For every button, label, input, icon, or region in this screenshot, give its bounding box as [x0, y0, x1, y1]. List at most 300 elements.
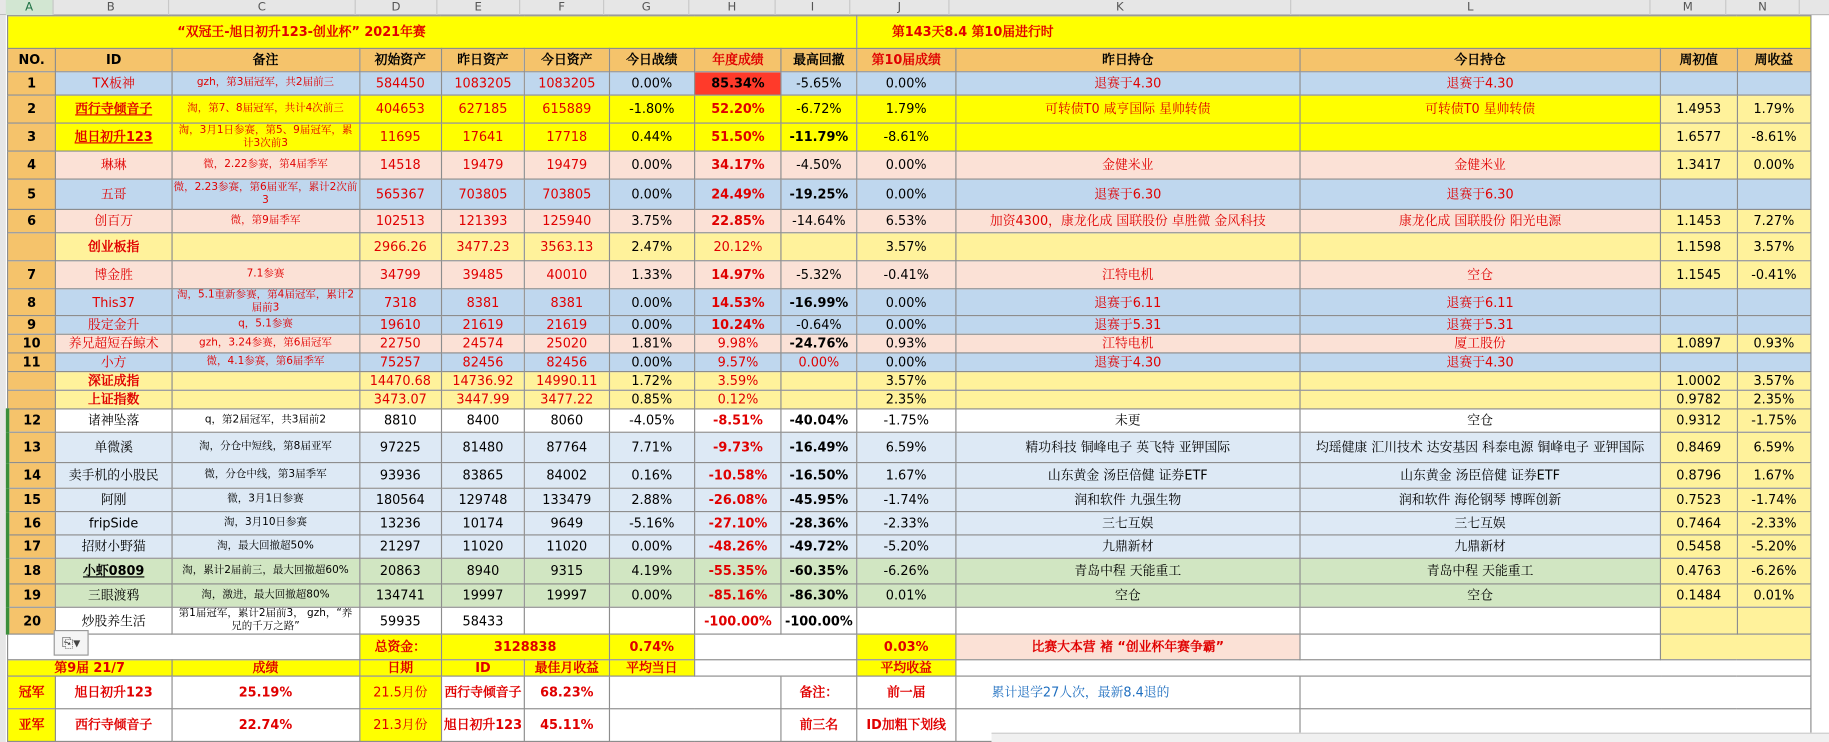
- today-assets[interactable]: [525, 607, 609, 634]
- yesterday-assets[interactable]: 3477.23: [441, 233, 524, 261]
- yesterday-assets[interactable]: 8940: [441, 558, 524, 584]
- season10-result[interactable]: -5.20%: [856, 535, 956, 558]
- id-label[interactable]: ID: [441, 660, 524, 676]
- best-month-id[interactable]: 西行寺倾音子: [441, 676, 524, 709]
- holding-today[interactable]: 退赛于6.11: [1300, 289, 1661, 316]
- total-pct[interactable]: 0.74%: [609, 634, 695, 660]
- season10-result[interactable]: 3.57%: [856, 233, 956, 261]
- yesterday-assets[interactable]: 121393: [441, 209, 524, 232]
- note-cell[interactable]: 淘，第7、8届冠军，共计4次前三: [172, 95, 360, 123]
- today-result[interactable]: 0.00%: [609, 72, 695, 95]
- holding-yesterday[interactable]: 金健米业: [956, 151, 1300, 179]
- week-start-value[interactable]: 0.5458: [1661, 535, 1737, 558]
- column-header-c[interactable]: C: [169, 0, 356, 15]
- year-result[interactable]: -85.16%: [695, 584, 782, 607]
- week-start-value[interactable]: 1.4953: [1661, 95, 1737, 123]
- note-cell[interactable]: [172, 233, 360, 261]
- season10-result[interactable]: -1.74%: [856, 488, 956, 511]
- season10-result[interactable]: 0.00%: [856, 316, 956, 335]
- season10-result[interactable]: 0.00%: [856, 289, 956, 316]
- column-header-h[interactable]: H: [689, 0, 775, 15]
- column-header-f[interactable]: F: [520, 0, 604, 15]
- best-month-value[interactable]: 68.23%: [525, 676, 609, 709]
- week-start-value[interactable]: 1.0897: [1661, 334, 1737, 353]
- year-result[interactable]: 20.12%: [695, 233, 782, 261]
- week-return[interactable]: [1737, 316, 1811, 335]
- note-cell[interactable]: q，5.1参赛: [172, 316, 360, 335]
- year-result[interactable]: -10.58%: [695, 463, 782, 489]
- holding-yesterday[interactable]: 退赛于6.11: [956, 289, 1300, 316]
- blank[interactable]: [956, 660, 1811, 676]
- yesterday-assets[interactable]: 39485: [441, 261, 524, 289]
- date-label[interactable]: 日期: [359, 660, 441, 676]
- player-id[interactable]: fripSide: [56, 512, 172, 535]
- holding-yesterday[interactable]: 加资4300，康龙化成 国联股份 卓胜微 金风科技: [956, 209, 1300, 232]
- today-assets[interactable]: 1083205: [525, 72, 609, 95]
- week-return[interactable]: 6.59%: [1737, 432, 1811, 462]
- season10-result[interactable]: 0.00%: [856, 72, 956, 95]
- row-number[interactable]: 3: [8, 123, 56, 151]
- yesterday-assets[interactable]: 58433: [441, 607, 524, 634]
- max-drawdown[interactable]: [781, 372, 856, 391]
- week-return[interactable]: -1.75%: [1737, 409, 1811, 432]
- today-assets[interactable]: 40010: [525, 261, 609, 289]
- initial-assets[interactable]: 19610: [359, 316, 441, 335]
- row-number[interactable]: 11: [8, 353, 56, 372]
- today-assets[interactable]: 82456: [525, 353, 609, 372]
- today-result[interactable]: 0.00%: [609, 353, 695, 372]
- header-7[interactable]: 年度成绩: [695, 48, 782, 71]
- period-label[interactable]: 第9届 21/7: [8, 660, 172, 676]
- today-assets[interactable]: 703805: [525, 179, 609, 209]
- column-header-a[interactable]: A: [6, 0, 54, 15]
- note-cell[interactable]: gzh，3.24参赛，第6届冠军: [172, 334, 360, 353]
- week-return[interactable]: -2.33%: [1737, 512, 1811, 535]
- holding-today[interactable]: 康龙化成 国联股份 阳光电源: [1300, 209, 1661, 232]
- note-cell[interactable]: 第1届冠军，累计2届前3， gzh，“养兄的千万之路”: [172, 607, 360, 634]
- player-id[interactable]: TX板神: [56, 72, 172, 95]
- initial-assets[interactable]: 22750: [359, 334, 441, 353]
- holding-yesterday[interactable]: [956, 372, 1300, 391]
- year-result[interactable]: -100.00%: [695, 607, 782, 634]
- max-drawdown[interactable]: -45.95%: [781, 488, 856, 511]
- today-assets[interactable]: 17718: [525, 123, 609, 151]
- holding-today[interactable]: 退赛于4.30: [1300, 72, 1661, 95]
- year-result[interactable]: 14.97%: [695, 261, 782, 289]
- row-number[interactable]: 4: [8, 151, 56, 179]
- total-s10[interactable]: 0.03%: [856, 634, 956, 660]
- week-start-value[interactable]: [1661, 353, 1737, 372]
- holding-yesterday[interactable]: 未更: [956, 409, 1300, 432]
- row-number[interactable]: 8: [8, 289, 56, 316]
- note-cell[interactable]: 淘，3月1日参赛，第5、9届冠军，累计3次前3: [172, 123, 360, 151]
- yesterday-assets[interactable]: 81480: [441, 432, 524, 462]
- today-result[interactable]: 0.16%: [609, 463, 695, 489]
- season10-result[interactable]: 0.01%: [856, 584, 956, 607]
- initial-assets[interactable]: 13236: [359, 512, 441, 535]
- holding-today[interactable]: [1300, 390, 1661, 409]
- holding-yesterday[interactable]: 精功科技 铜峰电子 英飞特 亚钾国际: [956, 432, 1300, 462]
- blank[interactable]: [609, 709, 781, 742]
- champion-id[interactable]: 西行寺倾音子: [56, 709, 172, 742]
- today-assets[interactable]: 133479: [525, 488, 609, 511]
- initial-assets[interactable]: 8810: [359, 409, 441, 432]
- max-drawdown[interactable]: -16.49%: [781, 432, 856, 462]
- player-id[interactable]: 创百万: [56, 209, 172, 232]
- player-id[interactable]: 博金胜: [56, 261, 172, 289]
- max-drawdown[interactable]: -40.04%: [781, 409, 856, 432]
- holding-today[interactable]: 退赛于5.31: [1300, 316, 1661, 335]
- today-result[interactable]: 2.88%: [609, 488, 695, 511]
- avg-label[interactable]: 平均收益: [856, 660, 956, 676]
- week-start-value[interactable]: 0.4763: [1661, 558, 1737, 584]
- year-result[interactable]: -9.73%: [695, 432, 782, 462]
- week-start-value[interactable]: 0.8469: [1661, 432, 1737, 462]
- yesterday-assets[interactable]: 19997: [441, 584, 524, 607]
- today-result[interactable]: 0.00%: [609, 535, 695, 558]
- week-return[interactable]: 0.93%: [1737, 334, 1811, 353]
- note-cell[interactable]: 淘，最大回撤超50%: [172, 535, 360, 558]
- column-header-d[interactable]: D: [356, 0, 438, 15]
- week-return[interactable]: [1737, 179, 1811, 209]
- week-return[interactable]: 0.00%: [1737, 151, 1811, 179]
- player-id[interactable]: 旭日初升123: [56, 123, 172, 151]
- season10-result[interactable]: -6.26%: [856, 558, 956, 584]
- note-cell[interactable]: 7.1参赛: [172, 261, 360, 289]
- today-result[interactable]: 7.71%: [609, 432, 695, 462]
- initial-assets[interactable]: 93936: [359, 463, 441, 489]
- player-id[interactable]: 招财小野猫: [56, 535, 172, 558]
- initial-assets[interactable]: 102513: [359, 209, 441, 232]
- week-start-value[interactable]: [1661, 289, 1737, 316]
- yesterday-assets[interactable]: 19479: [441, 151, 524, 179]
- week-return[interactable]: 1.67%: [1737, 463, 1811, 489]
- today-assets[interactable]: 11020: [525, 535, 609, 558]
- week-return[interactable]: [1737, 72, 1811, 95]
- max-drawdown[interactable]: -16.50%: [781, 463, 856, 489]
- initial-assets[interactable]: 584450: [359, 72, 441, 95]
- rank-label[interactable]: 冠军: [8, 676, 56, 709]
- row-number[interactable]: [8, 390, 56, 409]
- yesterday-assets[interactable]: 703805: [441, 179, 524, 209]
- holding-today[interactable]: 可转债T0 星帅转债: [1300, 95, 1661, 123]
- max-drawdown[interactable]: -4.50%: [781, 151, 856, 179]
- today-result[interactable]: -1.80%: [609, 95, 695, 123]
- max-drawdown[interactable]: [781, 233, 856, 261]
- blank[interactable]: [1300, 676, 1811, 709]
- max-drawdown[interactable]: -86.30%: [781, 584, 856, 607]
- week-return[interactable]: -0.41%: [1737, 261, 1811, 289]
- season10-result[interactable]: 0.00%: [856, 151, 956, 179]
- today-result[interactable]: 0.85%: [609, 390, 695, 409]
- holding-yesterday[interactable]: 江特电机: [956, 261, 1300, 289]
- season10-result[interactable]: 3.57%: [856, 372, 956, 391]
- row-number[interactable]: 6: [8, 209, 56, 232]
- year-result[interactable]: -26.08%: [695, 488, 782, 511]
- week-start-value[interactable]: 0.9312: [1661, 409, 1737, 432]
- today-result[interactable]: -4.05%: [609, 409, 695, 432]
- season10-result[interactable]: 2.35%: [856, 390, 956, 409]
- player-id[interactable]: 卖手机的小股民: [56, 463, 172, 489]
- player-id[interactable]: 西行寺倾音子: [56, 95, 172, 123]
- note-cell[interactable]: 淘，激进，最大回撤超80%: [172, 584, 360, 607]
- note-cell[interactable]: [172, 390, 360, 409]
- holding-today[interactable]: 山东黄金 汤臣倍健 证券ETF: [1300, 463, 1661, 489]
- holding-yesterday[interactable]: 青岛中程 天能重工: [956, 558, 1300, 584]
- player-id[interactable]: 五哥: [56, 179, 172, 209]
- total-label[interactable]: 总资金：: [359, 634, 441, 660]
- header-4[interactable]: 昨日资产: [441, 48, 524, 71]
- week-return[interactable]: [1737, 289, 1811, 316]
- row-number[interactable]: 19: [8, 584, 56, 607]
- week-return[interactable]: 1.79%: [1737, 95, 1811, 123]
- holding-today[interactable]: 润和软件 海伦钢琴 博晖创新: [1300, 488, 1661, 511]
- today-assets[interactable]: 87764: [525, 432, 609, 462]
- week-start-value[interactable]: 1.1453: [1661, 209, 1737, 232]
- remark-label[interactable]: 前三名: [781, 709, 856, 742]
- best-label[interactable]: 最佳月收益: [525, 660, 609, 676]
- row-number[interactable]: [8, 233, 56, 261]
- holding-today[interactable]: 空仓: [1300, 261, 1661, 289]
- holding-yesterday[interactable]: [956, 607, 1300, 634]
- note-cell[interactable]: [172, 372, 360, 391]
- today-result[interactable]: -5.16%: [609, 512, 695, 535]
- player-id[interactable]: 深证成指: [56, 372, 172, 391]
- paste-options-icon[interactable]: ⎘▾: [54, 630, 89, 656]
- year-result[interactable]: -27.10%: [695, 512, 782, 535]
- week-start-value[interactable]: 0.7523: [1661, 488, 1737, 511]
- row-number[interactable]: 18: [8, 558, 56, 584]
- holding-today[interactable]: 九鼎新材: [1300, 535, 1661, 558]
- initial-assets[interactable]: 11695: [359, 123, 441, 151]
- header-10[interactable]: 昨日持仓: [956, 48, 1300, 71]
- horizontal-scrollbar[interactable]: [991, 733, 1829, 742]
- week-start-value[interactable]: [1661, 316, 1737, 335]
- status-title[interactable]: 第143天8.4 第10届进行时: [856, 16, 1811, 49]
- week-return[interactable]: 2.35%: [1737, 390, 1811, 409]
- max-drawdown[interactable]: -60.35%: [781, 558, 856, 584]
- remark-value[interactable]: 前一届: [856, 676, 956, 709]
- season10-result[interactable]: 0.00%: [856, 353, 956, 372]
- max-drawdown[interactable]: -11.79%: [781, 123, 856, 151]
- yesterday-assets[interactable]: 627185: [441, 95, 524, 123]
- player-id[interactable]: 养兄超短吞鲸术: [56, 334, 172, 353]
- header-9[interactable]: 第10届成绩: [856, 48, 956, 71]
- season10-result[interactable]: 0.93%: [856, 334, 956, 353]
- week-start-value[interactable]: 0.7464: [1661, 512, 1737, 535]
- today-result[interactable]: 1.81%: [609, 334, 695, 353]
- holding-today[interactable]: 均瑶健康 汇川技术 达安基因 科泰电源 铜峰电子 亚钾国际: [1300, 432, 1661, 462]
- max-drawdown[interactable]: -6.72%: [781, 95, 856, 123]
- today-result[interactable]: 0.00%: [609, 316, 695, 335]
- week-return[interactable]: 3.57%: [1737, 372, 1811, 391]
- remark-note[interactable]: 累计退学27人次，最新8.4退的: [956, 676, 1300, 709]
- note-cell[interactable]: 淘，累计2届前三，最大回撤超60%: [172, 558, 360, 584]
- season10-result[interactable]: 6.59%: [856, 432, 956, 462]
- season10-result[interactable]: 0.00%: [856, 179, 956, 209]
- week-return[interactable]: 3.57%: [1737, 233, 1811, 261]
- holding-yesterday[interactable]: [956, 390, 1300, 409]
- header-1[interactable]: ID: [56, 48, 172, 71]
- week-start-value[interactable]: 1.0002: [1661, 372, 1737, 391]
- initial-assets[interactable]: 404653: [359, 95, 441, 123]
- note-cell[interactable]: 淘，3月10日参赛: [172, 512, 360, 535]
- blank[interactable]: [1661, 634, 1811, 660]
- header-2[interactable]: 备注: [172, 48, 360, 71]
- header-3[interactable]: 初始资产: [359, 48, 441, 71]
- year-result[interactable]: 0.12%: [695, 390, 782, 409]
- row-number[interactable]: 2: [8, 95, 56, 123]
- initial-assets[interactable]: 2966.26: [359, 233, 441, 261]
- holding-today[interactable]: 金健米业: [1300, 151, 1661, 179]
- best-month-id[interactable]: 旭日初升123: [441, 709, 524, 742]
- player-id[interactable]: 三眼渡鸦: [56, 584, 172, 607]
- row-number[interactable]: 17: [8, 535, 56, 558]
- holding-today[interactable]: 空仓: [1300, 584, 1661, 607]
- today-result[interactable]: 1.33%: [609, 261, 695, 289]
- note-cell[interactable]: 微，分仓中线，第3届季军: [172, 463, 360, 489]
- champion-score[interactable]: 25.19%: [172, 676, 360, 709]
- week-start-value[interactable]: [1661, 607, 1737, 634]
- player-id[interactable]: 炒股养生活: [56, 607, 172, 634]
- rank-label[interactable]: 亚军: [8, 709, 56, 742]
- yesterday-assets[interactable]: 17641: [441, 123, 524, 151]
- today-assets[interactable]: 8381: [525, 289, 609, 316]
- initial-assets[interactable]: 21297: [359, 535, 441, 558]
- year-result[interactable]: 24.49%: [695, 179, 782, 209]
- blank[interactable]: [1300, 634, 1661, 660]
- holding-yesterday[interactable]: [956, 123, 1300, 151]
- season10-result[interactable]: [856, 607, 956, 634]
- note-cell[interactable]: 微，3月1日参赛: [172, 488, 360, 511]
- header-8[interactable]: 最高回撤: [781, 48, 856, 71]
- yesterday-assets[interactable]: 83865: [441, 463, 524, 489]
- holding-today[interactable]: 厦工股份: [1300, 334, 1661, 353]
- remark-value[interactable]: ID加粗下划线: [856, 709, 956, 742]
- yesterday-assets[interactable]: 1083205: [441, 72, 524, 95]
- initial-assets[interactable]: 180564: [359, 488, 441, 511]
- note-cell[interactable]: 微，2.23参赛，第6届亚军，累计2次前3: [172, 179, 360, 209]
- year-result[interactable]: 22.85%: [695, 209, 782, 232]
- year-result[interactable]: -55.35%: [695, 558, 782, 584]
- max-drawdown[interactable]: 0.00%: [781, 353, 856, 372]
- holding-today[interactable]: 三七互娱: [1300, 512, 1661, 535]
- year-result[interactable]: -8.51%: [695, 409, 782, 432]
- holding-today[interactable]: 退赛于4.30: [1300, 353, 1661, 372]
- yesterday-assets[interactable]: 129748: [441, 488, 524, 511]
- initial-assets[interactable]: 7318: [359, 289, 441, 316]
- initial-assets[interactable]: 34799: [359, 261, 441, 289]
- note-cell[interactable]: q，第2届冠军，共3届前2: [172, 409, 360, 432]
- today-assets[interactable]: 3477.22: [525, 390, 609, 409]
- max-drawdown[interactable]: -19.25%: [781, 179, 856, 209]
- today-result[interactable]: 0.00%: [609, 289, 695, 316]
- year-result[interactable]: -48.26%: [695, 535, 782, 558]
- year-result[interactable]: 51.50%: [695, 123, 782, 151]
- player-id[interactable]: 股定金升: [56, 316, 172, 335]
- holding-yesterday[interactable]: 可转债T0 咸亨国际 星帅转债: [956, 95, 1300, 123]
- week-start-value[interactable]: 1.6577: [1661, 123, 1737, 151]
- today-result[interactable]: 1.72%: [609, 372, 695, 391]
- blank[interactable]: [609, 676, 781, 709]
- initial-assets[interactable]: 565367: [359, 179, 441, 209]
- week-start-value[interactable]: [1661, 179, 1737, 209]
- initial-assets[interactable]: 3473.07: [359, 390, 441, 409]
- today-result[interactable]: 3.75%: [609, 209, 695, 232]
- today-assets[interactable]: 19997: [525, 584, 609, 607]
- yesterday-assets[interactable]: 3447.99: [441, 390, 524, 409]
- holding-yesterday[interactable]: 退赛于4.30: [956, 353, 1300, 372]
- max-drawdown[interactable]: -49.72%: [781, 535, 856, 558]
- holding-today[interactable]: [1300, 123, 1661, 151]
- today-result[interactable]: 4.19%: [609, 558, 695, 584]
- year-result[interactable]: 14.53%: [695, 289, 782, 316]
- holding-yesterday[interactable]: [956, 233, 1300, 261]
- row-number[interactable]: 14: [8, 463, 56, 489]
- column-header-e[interactable]: E: [437, 0, 520, 15]
- year-result[interactable]: 3.59%: [695, 372, 782, 391]
- today-assets[interactable]: 9649: [525, 512, 609, 535]
- player-id[interactable]: 创业板指: [56, 233, 172, 261]
- season10-result[interactable]: 6.53%: [856, 209, 956, 232]
- yesterday-assets[interactable]: 24574: [441, 334, 524, 353]
- initial-assets[interactable]: 14518: [359, 151, 441, 179]
- yesterday-assets[interactable]: 21619: [441, 316, 524, 335]
- today-assets[interactable]: 615889: [525, 95, 609, 123]
- holding-yesterday[interactable]: 三七互娱: [956, 512, 1300, 535]
- initial-assets[interactable]: 14470.68: [359, 372, 441, 391]
- year-result[interactable]: 52.20%: [695, 95, 782, 123]
- column-header-m[interactable]: M: [1651, 0, 1727, 15]
- blank[interactable]: [695, 660, 857, 676]
- score-label[interactable]: 成绩: [172, 660, 360, 676]
- year-result[interactable]: 9.57%: [695, 353, 782, 372]
- header-11[interactable]: 今日持仓: [1300, 48, 1661, 71]
- max-drawdown[interactable]: -16.99%: [781, 289, 856, 316]
- row-number[interactable]: 1: [8, 72, 56, 95]
- header-5[interactable]: 今日资产: [525, 48, 609, 71]
- column-header-k[interactable]: K: [949, 0, 1291, 15]
- row-number[interactable]: 9: [8, 316, 56, 335]
- max-drawdown[interactable]: -100.00%: [781, 607, 856, 634]
- today-assets[interactable]: 25020: [525, 334, 609, 353]
- week-return[interactable]: -8.61%: [1737, 123, 1811, 151]
- row-number[interactable]: 10: [8, 334, 56, 353]
- sheet-grid[interactable]: [6, 15, 1812, 742]
- week-start-value[interactable]: 0.9782: [1661, 390, 1737, 409]
- header-12[interactable]: 周初值: [1661, 48, 1737, 71]
- today-result[interactable]: 0.00%: [609, 584, 695, 607]
- initial-assets[interactable]: 75257: [359, 353, 441, 372]
- week-return[interactable]: -6.26%: [1737, 558, 1811, 584]
- holding-yesterday[interactable]: 退赛于6.30: [956, 179, 1300, 209]
- sheet-title[interactable]: “双冠王-旭日初升123-创业杯” 2021年赛: [8, 16, 857, 49]
- today-result[interactable]: 0.44%: [609, 123, 695, 151]
- holding-today[interactable]: [1300, 233, 1661, 261]
- week-return[interactable]: -1.74%: [1737, 488, 1811, 511]
- holding-yesterday[interactable]: 退赛于4.30: [956, 72, 1300, 95]
- row-number[interactable]: 12: [8, 409, 56, 432]
- max-drawdown[interactable]: -24.76%: [781, 334, 856, 353]
- player-id[interactable]: 小方: [56, 353, 172, 372]
- header-13[interactable]: 周收益: [1737, 48, 1811, 71]
- season10-result[interactable]: 1.79%: [856, 95, 956, 123]
- remark-label[interactable]: 备注：: [781, 676, 856, 709]
- avg-day-label[interactable]: 平均当日: [609, 660, 695, 676]
- row-number[interactable]: 20: [8, 607, 56, 634]
- week-return[interactable]: -5.20%: [1737, 535, 1811, 558]
- yesterday-assets[interactable]: 14736.92: [441, 372, 524, 391]
